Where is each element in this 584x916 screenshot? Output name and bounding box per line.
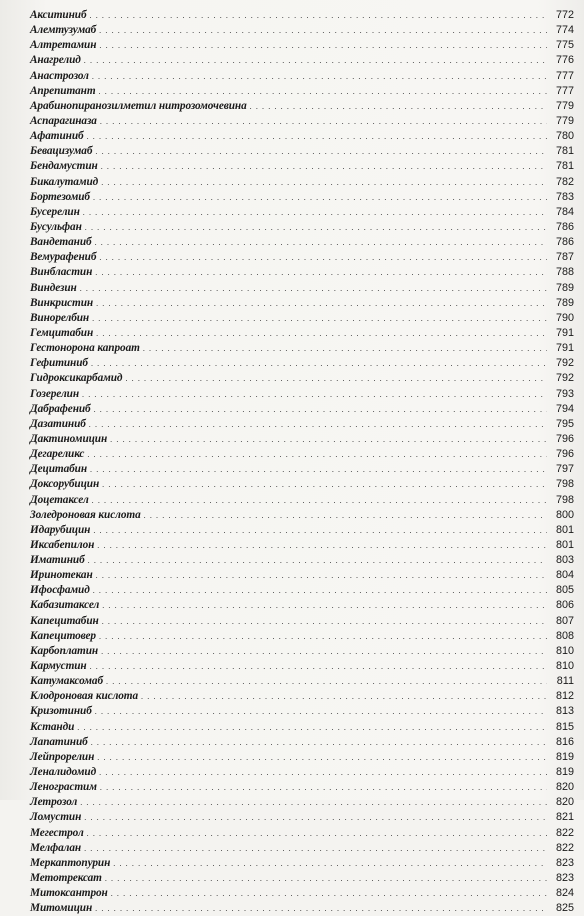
toc-entry bbox=[30, 568, 574, 583]
toc-entry bbox=[30, 190, 574, 205]
entry-page-number: 801 bbox=[555, 538, 574, 551]
entry-drug-name: Меркаптопурин bbox=[30, 856, 111, 869]
entry-drug-name: Митоксантрон bbox=[30, 887, 108, 900]
entry-page-number: 798 bbox=[555, 493, 574, 506]
entry-page-number: 780 bbox=[555, 130, 574, 143]
dot-leader bbox=[84, 810, 547, 825]
entry-page-number: 819 bbox=[555, 766, 574, 779]
entry-page-number: 822 bbox=[555, 826, 574, 839]
entry-drug-name: Карбоплатин bbox=[30, 644, 99, 657]
entry-drug-name: Гозерелин bbox=[30, 387, 79, 400]
entry-page-number: 822 bbox=[555, 841, 574, 854]
entry-page-number: 812 bbox=[555, 690, 574, 703]
dot-leader bbox=[84, 53, 547, 68]
toc-entry bbox=[30, 175, 574, 190]
entry-drug-name: Ломустин bbox=[30, 811, 82, 824]
toc-entry bbox=[30, 493, 574, 508]
entry-drug-name: Капецитовер bbox=[30, 629, 96, 642]
dot-leader bbox=[105, 871, 547, 886]
entry-drug-name: Апрепитант bbox=[30, 84, 96, 97]
entry-page-number: 791 bbox=[555, 326, 574, 339]
entry-page-number: 808 bbox=[555, 629, 574, 642]
entry-page-number: 805 bbox=[555, 584, 574, 597]
entry-page-number: 792 bbox=[555, 357, 574, 370]
entry-drug-name: Дегареликс bbox=[30, 448, 85, 461]
entry-page-number: 774 bbox=[555, 24, 574, 37]
entry-page-number: 786 bbox=[555, 236, 574, 249]
entry-page-number: 772 bbox=[555, 9, 574, 21]
entry-drug-name: Доксорубицин bbox=[30, 478, 100, 491]
entry-page-number: 776 bbox=[555, 54, 574, 67]
dot-leader bbox=[100, 114, 547, 129]
entry-drug-name: Метотрексат bbox=[30, 872, 102, 885]
dot-leader bbox=[102, 477, 547, 492]
entry-drug-name: Кризотиниб bbox=[30, 705, 92, 718]
dot-leader bbox=[83, 205, 547, 220]
entry-drug-name: Децитабин bbox=[30, 463, 88, 476]
entry-page-number: 823 bbox=[555, 856, 574, 869]
toc-entry bbox=[30, 296, 574, 311]
toc-entry bbox=[30, 810, 574, 825]
toc-entry bbox=[30, 220, 574, 235]
entry-page-number: 793 bbox=[555, 387, 574, 400]
toc-entry bbox=[30, 159, 574, 174]
dot-leader bbox=[90, 659, 547, 674]
toc-entry bbox=[30, 583, 574, 598]
toc-entry bbox=[30, 659, 574, 674]
toc-entry bbox=[30, 69, 574, 84]
toc-entry bbox=[30, 402, 574, 417]
toc-entry bbox=[30, 281, 574, 296]
dot-leader bbox=[99, 250, 547, 265]
entry-drug-name: Ифосфамид bbox=[30, 584, 90, 597]
entry-page-number: 801 bbox=[555, 523, 574, 536]
entry-drug-name: Гидроксикарбамид bbox=[30, 372, 123, 385]
toc-entry bbox=[30, 265, 574, 280]
entry-drug-name: Кстанди bbox=[30, 720, 75, 733]
toc-entry bbox=[30, 841, 574, 856]
dot-leader bbox=[85, 220, 547, 235]
toc-entry bbox=[30, 765, 574, 780]
entry-drug-name: Афатиниб bbox=[30, 130, 84, 143]
dot-leader bbox=[96, 568, 547, 583]
dot-leader bbox=[144, 508, 547, 523]
dot-leader bbox=[101, 159, 547, 174]
toc-entry bbox=[30, 614, 574, 629]
dot-leader bbox=[91, 356, 547, 371]
dot-leader bbox=[90, 8, 548, 23]
toc-entry bbox=[30, 23, 574, 38]
entry-drug-name: Анагрелид bbox=[30, 54, 81, 67]
entry-drug-name: Кармустин bbox=[30, 660, 87, 673]
toc-entry bbox=[30, 871, 574, 886]
dot-leader bbox=[97, 750, 547, 765]
dot-leader bbox=[80, 281, 547, 296]
toc-entry bbox=[30, 644, 574, 659]
entry-drug-name: Бусульфан bbox=[30, 220, 82, 233]
entry-page-number: 798 bbox=[555, 478, 574, 491]
entry-page-number: 813 bbox=[555, 705, 574, 718]
toc-entry bbox=[30, 553, 574, 568]
entry-drug-name: Доцетаксел bbox=[30, 493, 89, 506]
entry-drug-name: Бусерелин bbox=[30, 205, 80, 218]
toc-entry bbox=[30, 326, 574, 341]
toc-entry bbox=[30, 447, 574, 462]
toc-entry bbox=[30, 689, 574, 704]
table-of-contents bbox=[30, 8, 574, 916]
entry-page-number: 816 bbox=[555, 735, 574, 748]
dot-leader bbox=[92, 311, 547, 326]
toc-entry bbox=[30, 856, 574, 871]
entry-page-number: 786 bbox=[555, 220, 574, 233]
dot-leader bbox=[94, 402, 547, 417]
toc-entry bbox=[30, 144, 574, 159]
entry-drug-name: Анастрозол bbox=[30, 69, 89, 82]
entry-page-number: 820 bbox=[555, 781, 574, 794]
entry-drug-name: Бортезомиб bbox=[30, 190, 90, 203]
entry-page-number: 775 bbox=[555, 39, 574, 52]
dot-leader bbox=[99, 84, 547, 99]
entry-page-number: 784 bbox=[555, 205, 574, 218]
entry-page-number: 794 bbox=[555, 402, 574, 415]
toc-entry bbox=[30, 129, 574, 144]
dot-leader bbox=[101, 175, 547, 190]
entry-drug-name: Бикалутамид bbox=[30, 175, 99, 188]
toc-entry bbox=[30, 387, 574, 402]
dot-leader bbox=[141, 689, 547, 704]
entry-drug-name: Иксабепилон bbox=[30, 538, 95, 551]
entry-page-number: 811 bbox=[556, 675, 574, 688]
entry-page-number: 779 bbox=[555, 99, 574, 112]
toc-entry bbox=[30, 901, 574, 916]
entry-drug-name: Гефитиниб bbox=[30, 357, 88, 370]
entry-drug-name: Бевацизумаб bbox=[30, 145, 93, 158]
dot-leader bbox=[111, 886, 547, 901]
toc-entry bbox=[30, 674, 574, 689]
entry-drug-name: Клодроновая кислота bbox=[30, 690, 139, 703]
toc-entry bbox=[30, 780, 574, 795]
dot-leader bbox=[91, 735, 547, 750]
entry-drug-name: Акситиниб bbox=[30, 9, 87, 21]
dot-leader bbox=[88, 553, 547, 568]
toc-entry bbox=[30, 462, 574, 477]
entry-drug-name: Гестонорона капроат bbox=[30, 342, 140, 355]
dot-leader bbox=[87, 447, 547, 462]
toc-entry bbox=[30, 356, 574, 371]
dot-leader bbox=[96, 296, 547, 311]
toc-entry bbox=[30, 826, 574, 841]
entry-drug-name: Арабинопиранозилметил нитрозомочевина bbox=[30, 99, 247, 112]
dot-leader bbox=[250, 99, 547, 114]
entry-drug-name: Летрозол bbox=[30, 796, 78, 809]
entry-drug-name: Кабазитаксел bbox=[30, 599, 100, 612]
entry-page-number: 783 bbox=[555, 190, 574, 203]
entry-drug-name: Иматиниб bbox=[30, 554, 85, 567]
toc-entry bbox=[30, 523, 574, 538]
entry-drug-name: Вемурафениб bbox=[30, 251, 97, 264]
entry-page-number: 777 bbox=[555, 84, 574, 97]
toc-entry bbox=[30, 341, 574, 356]
entry-drug-name: Иринотекан bbox=[30, 569, 93, 582]
dot-leader bbox=[80, 795, 547, 810]
dot-leader bbox=[95, 235, 547, 250]
toc-entry bbox=[30, 99, 574, 114]
dot-leader bbox=[101, 644, 547, 659]
entry-page-number: 791 bbox=[555, 342, 574, 355]
dot-leader bbox=[113, 856, 547, 871]
entry-page-number: 788 bbox=[555, 266, 574, 279]
toc-entry bbox=[30, 750, 574, 765]
toc-entry bbox=[30, 371, 574, 386]
entry-page-number: 810 bbox=[555, 644, 574, 657]
entry-drug-name: Мегестрол bbox=[30, 826, 84, 839]
dot-leader bbox=[110, 432, 547, 447]
entry-page-number: 825 bbox=[555, 902, 574, 915]
dot-leader bbox=[93, 583, 547, 598]
entry-drug-name: Катумаксомаб bbox=[30, 675, 104, 688]
entry-page-number: 779 bbox=[555, 114, 574, 127]
entry-page-number: 790 bbox=[555, 311, 574, 324]
entry-page-number: 804 bbox=[555, 569, 574, 582]
entry-drug-name: Вандетаниб bbox=[30, 236, 92, 249]
entry-page-number: 795 bbox=[555, 417, 574, 430]
entry-page-number: 787 bbox=[555, 251, 574, 264]
toc-entry bbox=[30, 735, 574, 750]
entry-page-number: 821 bbox=[555, 811, 574, 824]
dot-leader bbox=[100, 780, 547, 795]
entry-page-number: 781 bbox=[555, 145, 574, 158]
dot-leader bbox=[106, 674, 547, 689]
dot-leader bbox=[125, 371, 547, 386]
entry-page-number: 789 bbox=[555, 296, 574, 309]
dot-leader bbox=[99, 38, 547, 53]
entry-drug-name: Виндезин bbox=[30, 281, 77, 294]
toc-entry bbox=[30, 432, 574, 447]
dot-leader bbox=[93, 190, 547, 205]
entry-drug-name: Леналидомид bbox=[30, 766, 97, 779]
toc-entry bbox=[30, 417, 574, 432]
toc-entry bbox=[30, 629, 574, 644]
dot-leader bbox=[102, 598, 547, 613]
toc-entry bbox=[30, 250, 574, 265]
entry-drug-name: Аспарагиназа bbox=[30, 114, 97, 127]
dot-leader bbox=[84, 841, 547, 856]
entry-page-number: 815 bbox=[555, 720, 574, 733]
entry-drug-name: Винорелбин bbox=[30, 311, 90, 324]
entry-drug-name: Лейпрорелин bbox=[30, 750, 95, 763]
dot-leader bbox=[92, 493, 547, 508]
entry-page-number: 820 bbox=[555, 796, 574, 809]
entry-page-number: 810 bbox=[555, 660, 574, 673]
dot-leader bbox=[102, 614, 547, 629]
dot-leader bbox=[95, 144, 547, 159]
entry-drug-name: Идарубицин bbox=[30, 523, 91, 536]
entry-drug-name: Капецитабин bbox=[30, 614, 99, 627]
toc-entry bbox=[30, 538, 574, 553]
entry-drug-name: Алтретамин bbox=[30, 39, 97, 52]
dot-leader bbox=[92, 69, 547, 84]
toc-entry bbox=[30, 704, 574, 719]
entry-drug-name: Дазатиниб bbox=[30, 417, 86, 430]
entry-page-number: 792 bbox=[555, 372, 574, 385]
toc-entry bbox=[30, 53, 574, 68]
dot-leader bbox=[90, 462, 547, 477]
dot-leader bbox=[87, 129, 547, 144]
entry-page-number: 789 bbox=[555, 281, 574, 294]
entry-drug-name: Мелфалан bbox=[30, 841, 82, 854]
dot-leader bbox=[95, 265, 547, 280]
entry-drug-name: Алемтузумаб bbox=[30, 24, 97, 37]
dot-leader bbox=[93, 523, 547, 538]
dot-leader bbox=[99, 23, 547, 38]
entry-page-number: 797 bbox=[555, 463, 574, 476]
toc-entry bbox=[30, 235, 574, 250]
entry-page-number: 823 bbox=[555, 872, 574, 885]
entry-drug-name: Лапатиниб bbox=[30, 735, 88, 748]
dot-leader bbox=[95, 704, 547, 719]
toc-entry bbox=[30, 508, 574, 523]
entry-page-number: 803 bbox=[555, 554, 574, 567]
toc-entry bbox=[30, 886, 574, 901]
dot-leader bbox=[96, 326, 547, 341]
entry-drug-name: Гемцитабин bbox=[30, 326, 94, 339]
toc-entry bbox=[30, 205, 574, 220]
dot-leader bbox=[97, 538, 547, 553]
dot-leader bbox=[77, 720, 547, 735]
entry-page-number: 796 bbox=[555, 448, 574, 461]
toc-entry bbox=[30, 477, 574, 492]
entry-page-number: 796 bbox=[555, 432, 574, 445]
entry-page-number: 782 bbox=[555, 175, 574, 188]
dot-leader bbox=[89, 417, 547, 432]
entry-page-number: 800 bbox=[555, 508, 574, 521]
toc-entry bbox=[30, 795, 574, 810]
entry-drug-name: Винкристин bbox=[30, 296, 94, 309]
toc-entry bbox=[30, 84, 574, 99]
entry-page-number: 824 bbox=[555, 887, 574, 900]
entry-page-number: 819 bbox=[555, 750, 574, 763]
entry-drug-name: Дактиномицин bbox=[30, 432, 108, 445]
dot-leader bbox=[99, 765, 547, 780]
entry-drug-name: Винбластин bbox=[30, 266, 93, 279]
entry-drug-name: Дабрафениб bbox=[30, 402, 91, 415]
toc-entry bbox=[30, 8, 574, 23]
entry-page-number: 777 bbox=[555, 69, 574, 82]
toc-entry bbox=[30, 114, 574, 129]
entry-page-number: 781 bbox=[555, 160, 574, 173]
entry-drug-name: Ленограстим bbox=[30, 781, 97, 794]
dot-leader bbox=[87, 826, 547, 841]
toc-entry bbox=[30, 38, 574, 53]
entry-drug-name: Золедроновая кислота bbox=[30, 508, 141, 521]
entry-drug-name: Митомицин bbox=[30, 902, 93, 915]
dot-leader bbox=[95, 901, 547, 916]
toc-entry bbox=[30, 598, 574, 613]
dot-leader bbox=[143, 341, 547, 356]
toc-entry bbox=[30, 720, 574, 735]
entry-drug-name: Бендамустин bbox=[30, 160, 98, 173]
dot-leader bbox=[99, 629, 547, 644]
dot-leader bbox=[82, 387, 547, 402]
entry-page-number: 807 bbox=[555, 614, 574, 627]
entry-page-number: 806 bbox=[555, 599, 574, 612]
toc-entry bbox=[30, 311, 574, 326]
